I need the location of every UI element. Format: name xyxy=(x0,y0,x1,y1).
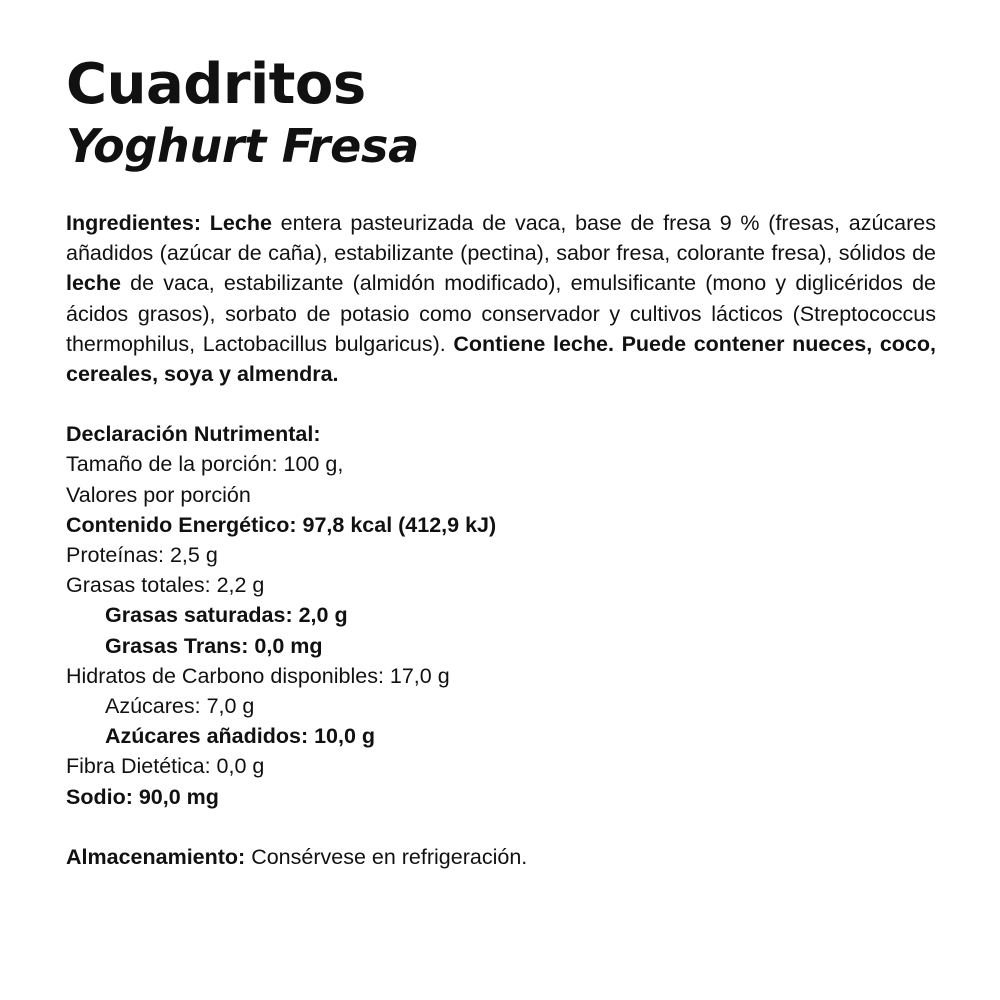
total-fat: Grasas totales: 2,2 g xyxy=(66,573,265,598)
nutrition-declaration xyxy=(66,419,936,812)
sugars: Azúcares: 7,0 g xyxy=(105,694,255,719)
ingredients-paragraph xyxy=(66,208,936,389)
product-subtitle: Yoghurt Fresa xyxy=(66,119,419,173)
saturated-fat: Grasas saturadas: 2,0 g xyxy=(105,603,348,628)
ingredients-text-1: entera pasteurizada de vaca, base de fresa 9 % (fresas, azúcares añadidos (azúcar de caña), estabilizante (pectina), sabor fresa, colorante fresa), sólidos de xyxy=(66,211,936,266)
ingredient-leche-1: Leche xyxy=(209,211,272,235)
ingredients-label: Ingredientes: xyxy=(66,211,201,235)
carbohydrates: Hidratos de Carbono disponibles: 17,0 g xyxy=(66,663,450,688)
label-document xyxy=(66,52,936,894)
ingredients-text-2: de vaca, estabilizante (almidón modificado), emulsificante (mono y diglicéridos de ácidos grasos), sorbato de potasio como conservador y cultivos lácticos (Streptococcus thermophilus, Lactobacillus bulgaricus). xyxy=(66,271,936,356)
serving-size: Tamaño de la porción: 100 g, xyxy=(66,452,344,477)
nutrition-heading: Declaración Nutrimental: xyxy=(66,422,321,447)
allergen-statement: Contiene leche. Puede contener nueces, coco, cereales, soya y almendra. xyxy=(66,331,936,387)
protein: Proteínas: 2,5 g xyxy=(66,543,218,568)
energy-content: Contenido Energético: 97,8 kcal (412,9 kJ) xyxy=(66,512,497,537)
per-serving-label: Valores por porción xyxy=(66,482,251,507)
sodium: Sodio: 90,0 mg xyxy=(66,784,219,809)
added-sugars: Azúcares añadidos: 10,0 g xyxy=(105,724,376,749)
dietary-fiber: Fibra Dietética: 0,0 g xyxy=(66,754,265,779)
storage-paragraph xyxy=(66,842,936,872)
storage-text: Consérvese en refrigeración. xyxy=(245,844,528,869)
product-title: Cuadritos xyxy=(66,52,366,117)
trans-fat: Grasas Trans: 0,0 mg xyxy=(105,633,323,658)
ingredient-leche-2: leche xyxy=(66,271,121,296)
storage-label: Almacenamiento: xyxy=(66,844,246,869)
